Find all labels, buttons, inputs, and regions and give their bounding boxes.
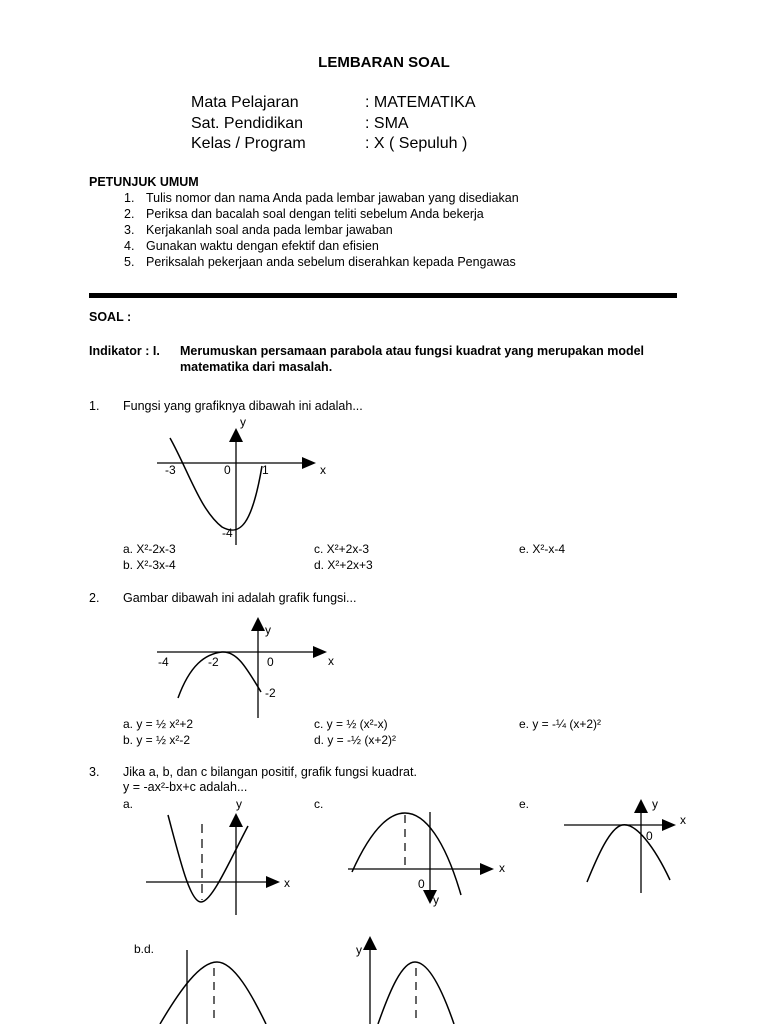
q1-tick-zero: 0 [224,463,231,477]
q1-option-a[interactable]: a. X²-2x-3 [123,542,176,556]
meta-label-school: Sat. Pendidikan [191,115,304,132]
soal-heading: SOAL : [89,310,132,324]
q2-option-a[interactable]: a. y = ½ x²+2 [123,717,194,731]
q2-x-label: x [328,654,334,668]
meta-value-class: : X ( Sepuluh ) [365,135,468,152]
instruction-text: Periksalah pekerjaan anda sebelum diserahkan kepada Pengawas [146,255,516,269]
q3-c-x-label: x [499,861,505,875]
q1-tick-neg3: -3 [165,463,176,477]
q3-graph-c [348,812,505,907]
q1-y-label: y [240,415,246,429]
q1-option-e[interactable]: e. X²-x-4 [519,542,566,556]
q3-option-c-label[interactable]: c. [314,797,324,811]
q2-text: Gambar dibawah ini adalah grafik fungsi... [123,591,357,605]
instruction-text: Kerjakanlah soal anda pada lembar jawaban [146,223,393,237]
instruction-num: 2. [124,207,135,221]
instruction-text: Periksa dan bacalah soal dengan teliti sebelum Anda bekerja [146,207,484,221]
q2-option-e[interactable]: e. y = -¼ (x+2)² [519,717,602,731]
q1-number: 1. [89,399,100,413]
q3-e-zero-label: 0 [646,829,653,843]
q3-graph-e [564,797,686,893]
q1-x-label: x [320,463,326,477]
q1-text: Fungsi yang grafiknya dibawah ini adalah... [123,399,363,413]
indicator-label: Indikator : I. [89,344,160,358]
meta-label-subject: Mata Pelajaran [191,94,299,111]
q3-option-e-label[interactable]: e. [519,797,530,811]
instruction-num: 1. [124,191,135,205]
q3-c-y-label: y [433,893,439,907]
indicator-line1: Merumuskan persamaan parabola atau fungsi kuadrat yang merupakan model [180,344,645,358]
q2-option-c[interactable]: c. y = ½ (x²-x) [314,717,388,731]
q2-number: 2. [89,591,100,605]
instruction-num: 4. [124,239,135,253]
q3-a-y-label: y [236,797,242,811]
instruction-text: Tulis nomor dan nama Anda pada lembar jawaban yang disediakan [146,191,519,205]
q3-number: 3. [89,765,100,779]
q2-tick-zero: 0 [267,655,274,669]
q2-tick-neg2: -2 [208,655,219,669]
meta-label-class: Kelas / Program [191,135,306,152]
q3-option-bd-label[interactable]: b.d. [134,942,155,956]
q2-tick-neg2y: -2 [265,686,276,700]
instructions-heading: PETUNJUK UMUM [89,175,199,189]
q3-graph-a [146,797,290,915]
instruction-text: Gunakan waktu dengan efektif dan efisien [146,239,379,253]
meta-value-subject: : MATEMATIKA [365,94,476,111]
q3-a-x-label: x [284,876,290,890]
q2-option-d[interactable]: d. y = -½ (x+2)² [314,733,397,747]
q3-e-x-label: x [680,813,686,827]
q3-line2: y = -ax²-bx+c adalah... [123,780,248,794]
q3-graph-b [160,950,266,1024]
indicator-line2: matematika dari masalah. [180,360,333,374]
q3-d-y-label: y [356,943,362,957]
q3-line1: Jika a, b, dan c bilangan positif, grafik fungsi kuadrat. [123,765,417,779]
q3-option-a-label[interactable]: a. [123,797,134,811]
q1-option-c[interactable]: c. X²+2x-3 [314,542,370,556]
q2-y-label: y [265,623,271,637]
page-title: LEMBARAN SOAL [318,54,450,71]
q1-option-d[interactable]: d. X²+2x+3 [314,558,373,572]
q2-option-b[interactable]: b. y = ½ x²-2 [123,733,191,747]
q3-c-zero-label: 0 [418,877,425,891]
meta-value-school: : SMA [365,115,409,132]
instruction-num: 3. [124,223,135,237]
q3-e-y-label: y [652,797,658,811]
q1-tick-neg4: -4 [222,526,233,540]
instruction-num: 5. [124,255,135,269]
q1-tick-one: 1 [262,463,269,477]
q3-graph-d [356,936,454,1024]
q2-tick-neg4: -4 [158,655,169,669]
q1-option-b[interactable]: b. X²-3x-4 [123,558,176,572]
